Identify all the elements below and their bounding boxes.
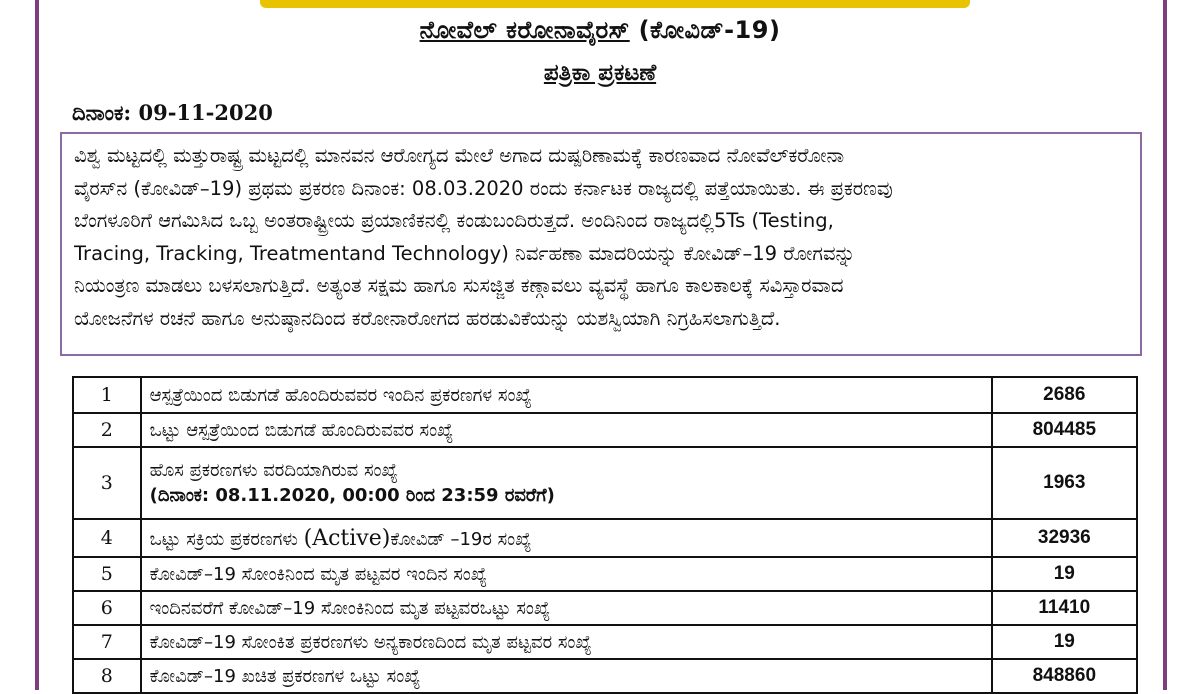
row-value: 19: [992, 557, 1137, 591]
row-value: 848860: [992, 659, 1137, 693]
table-row: [73, 625, 1137, 659]
row-description-main: ಹೊಸ ಪ್ರಕರಣಗಳು ವರದಿಯಾಗಿರುವ ಸಂಖ್ಯೆ: [149, 460, 398, 481]
row-description-post: ಕೋವಿಡ್ –19ರ ಸಂಖ್ಯೆ: [390, 528, 532, 550]
date-label: ದಿನಾಂಕ:: [72, 100, 132, 125]
row-number: 6: [73, 591, 141, 625]
row-number: 1: [73, 377, 141, 413]
table-row: [73, 413, 1137, 447]
intro-line: Tracing, Tracking, Treatmentand Technology) ನಿರ್ವಹಣಾ ಮಾದರಿಯನ್ನು ಕೋವಿಡ್–19 ರೋಗವನ್ನು: [74, 241, 856, 265]
row-description-pre: ಒಟ್ಟು ಸಕ್ರಿಯ ಪ್ರಕರಣಗಳು: [149, 528, 304, 550]
row-value: 19: [992, 625, 1137, 659]
date-value: 09-11-2020: [131, 100, 273, 125]
header-banner: [260, 0, 970, 8]
intro-paragraph: [60, 132, 1142, 356]
title-main: ನೋವೆಲ್ ಕರೋನಾವೈರಸ್: [419, 16, 630, 44]
row-description: ಒಟ್ಟು ಆಸ್ಪತ್ರೆಯಿಂದ ಬಿಡುಗಡೆ ಹೊಂದಿರುವವರ ಸಂಖ್ಯೆ: [141, 413, 992, 447]
row-description: [141, 519, 992, 557]
intro-line: ವೈರಸ್‌ನ (ಕೋವಿಡ್–19) ಪ್ರಥಮ ಪ್ರಕರಣ ದಿನಾಂಕ: 08.03.2020 ರಂದು ಕರ್ನಾಟಕ ರಾಜ್ಯದಲ್ಲಿ ಪತ್ತೆಯಾಯಿತು. ಈ ಪ್ರಕರಣವು: [74, 176, 893, 200]
row-number: 4: [73, 519, 141, 557]
intro-line: ನಿಯಂತ್ರಣ ಮಾಡಲು ಬಳಸಲಾಗುತ್ತಿದೆ. ಅತ್ಯಂತ ಸಕ್ಷಮ ಹಾಗೂ ಸುಸಜ್ಜಿತ ಕಣ್ಗಾವಲು ವ್ಯವಸ್ಥೆ ಹಾಗೂ ಕಾಲಕಾಲಕ್ಕೆ ಸವಿಸ್ತಾರವಾದ: [74, 274, 844, 297]
row-description: ಇಂದಿನವರೆಗೆ ಕೋವಿಡ್–19 ಸೋಂಕಿನಿಂದ ಮೃತ ಪಟ್ಟವರಒಟ್ಟು ಸಂಖ್ಯೆ: [141, 591, 992, 625]
row-description: ಕೋವಿಡ್–19 ಸೋಂಕಿತ ಪ್ರಕರಣಗಳು ಅನ್ಯಕಾರಣದಿಂದ ಮೃತ ಪಟ್ಟವರ ಸಂಖ್ಯೆ: [141, 625, 992, 659]
row-description: [141, 447, 992, 519]
table-row: [73, 447, 1137, 519]
row-value: 32936: [992, 519, 1137, 557]
document-subtitle: ಪತ್ರಿಕಾ ಪ್ರಕಟಣೆ: [543, 60, 657, 86]
row-number: 7: [73, 625, 141, 659]
table-row: [73, 557, 1137, 591]
table-row: [73, 377, 1137, 413]
row-description: ಆಸ್ಪತ್ರೆಯಿಂದ ಬಿಡುಗಡೆ ಹೊಂದಿರುವವರ ಇಂದಿನ ಪ್ರಕರಣಗಳ ಸಂಖ್ಯೆ: [141, 377, 992, 413]
document-title: [0, 16, 1200, 44]
row-description-sub: (ದಿನಾಂಕ: 08.11.2020, 00:00 ರಿಂದ 23:59 ರವರೆಗೆ): [149, 485, 555, 506]
stats-table: [72, 376, 1138, 694]
table-row: [73, 519, 1137, 557]
row-value: 1963: [992, 447, 1137, 519]
table-row: [73, 591, 1137, 625]
row-number: 5: [73, 557, 141, 591]
row-description: ಕೋವಿಡ್–19 ಖಚಿತ ಪ್ರಕರಣಗಳ ಒಟ್ಟು ಸಂಖ್ಯೆ: [141, 659, 992, 693]
title-suffix: (ಕೋವಿಡ್-19): [629, 16, 781, 44]
table-row: [73, 659, 1137, 693]
row-value: 11410: [992, 591, 1137, 625]
intro-line: ಯೋಜನೆಗಳ ರಚನೆ ಹಾಗೂ ಅನುಷ್ಠಾನದಿಂದ ಕರೋನಾರೋಗದ ಹರಡುವಿಕೆಯನ್ನು ಯಶಸ್ವಿಯಾಗಿ ನಿಗ್ರಹಿಸಲಾಗುತ್ತಿದೆ.: [74, 306, 781, 330]
intro-line: ವಿಶ್ವ ಮಟ್ಟದಲ್ಲಿ ಮತ್ತುರಾಷ್ಟ್ರ ಮಟ್ಟದಲ್ಲಿ ಮಾನವನ ಆರೋಗ್ಯದ ಮೇಲೆ ಅಗಾದ ದುಷ್ಪರಿಣಾಮಕ್ಕೆ ಕಾರಣವಾದ ನೋವೆಲ್‌ಕರೋನಾ: [74, 144, 845, 167]
row-description: ಕೋವಿಡ್–19 ಸೋಂಕಿನಿಂದ ಮೃತ ಪಟ್ಟವರ ಇಂದಿನ ಸಂಖ್ಯೆ: [141, 557, 992, 591]
row-description-active: (Active): [303, 525, 391, 551]
row-number: 2: [73, 413, 141, 447]
intro-line: ಬೆಂಗಳೂರಿಗೆ ಆಗಮಿಸಿದ ಒಬ್ಬ ಅಂತರಾಷ್ಟ್ರೀಯ ಪ್ರಯಾಣಿಕನಲ್ಲಿ ಕಂಡುಬಂದಿರುತ್ತದೆ. ಅಂದಿನಿಂದ ರಾಜ್ಯದಲ್ಲಿ5Ts (Testing,: [74, 209, 834, 232]
row-number: 8: [73, 659, 141, 693]
date-line: [72, 100, 273, 126]
row-value: 804485: [992, 413, 1137, 447]
row-number: 3: [73, 447, 141, 519]
row-value: 2686: [992, 377, 1137, 413]
